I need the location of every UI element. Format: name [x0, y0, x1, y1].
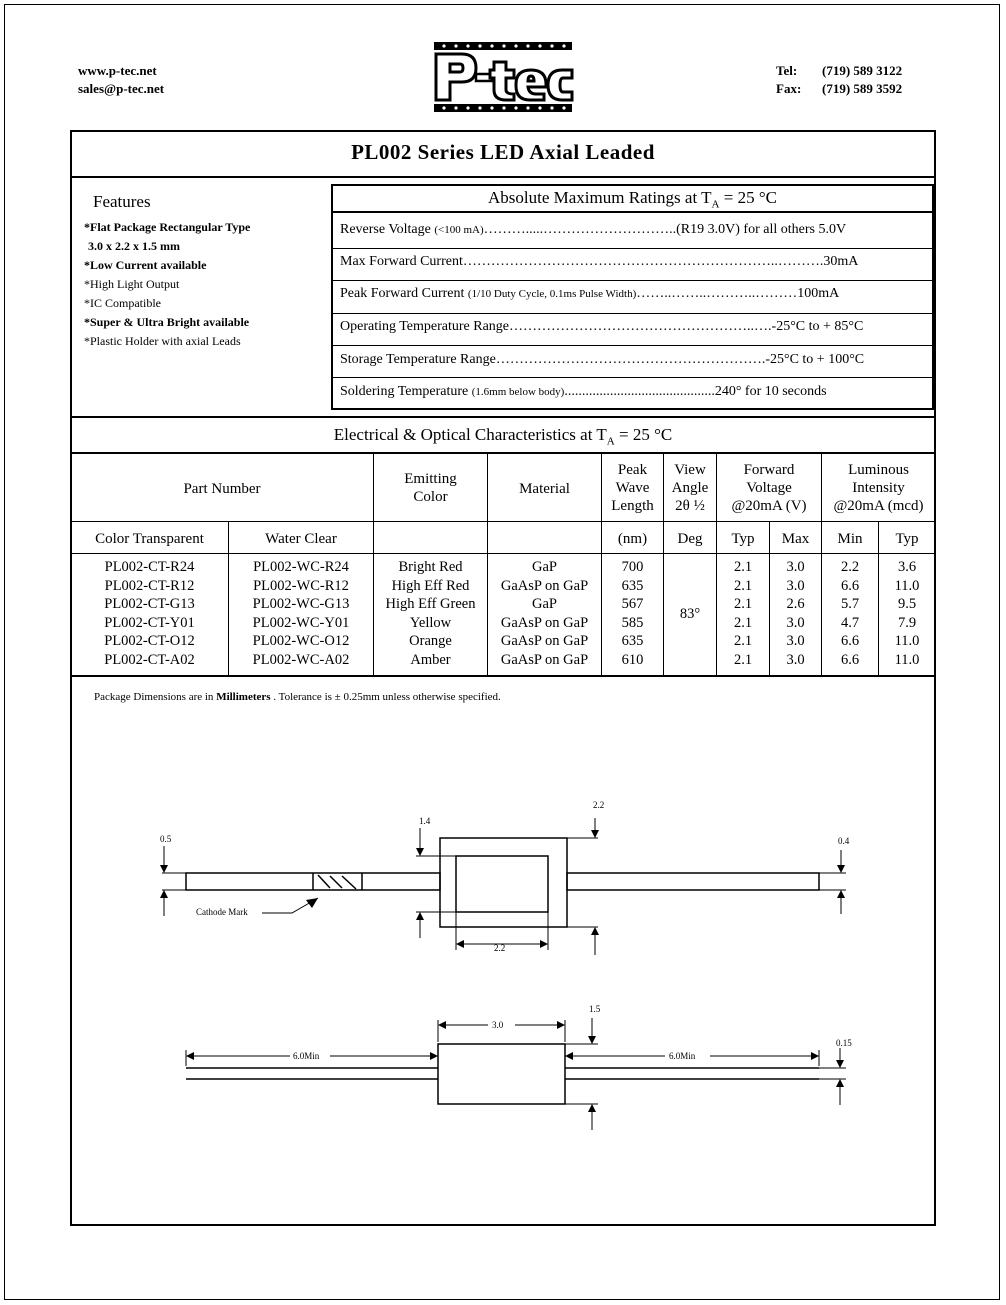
table-cell: 585: [621, 614, 644, 631]
table-cell: 2.1: [733, 596, 753, 613]
subheader-vf-max: Max: [781, 531, 810, 547]
table-cell: PL002-WC-A02: [252, 651, 350, 668]
table-cell: 3.0: [786, 614, 805, 631]
table-cell: PL002-WC-O12: [252, 633, 350, 650]
header-part-number: Part Number: [183, 481, 261, 497]
table-cell: GaAsP on GaP: [500, 633, 589, 650]
table-cell: 5.7: [840, 596, 860, 613]
table-cell: Orange: [409, 633, 452, 650]
table-cell: 3.0: [786, 651, 805, 668]
table-cell: PL002-WC-Y01: [252, 614, 350, 631]
rating-row: Reverse Voltage (<100 mA)……….....………………………..(R19 3.0V) for all others 5.0V: [340, 222, 847, 237]
dim-label: 0.4: [838, 836, 850, 846]
header-view-angle: View Angle 2θ ½: [671, 462, 709, 514]
dim-label: 0.5: [160, 834, 172, 844]
dim-label: 0.15: [836, 1038, 852, 1048]
table-cell: 2.2: [840, 559, 860, 575]
subheader-nm: (nm): [617, 531, 648, 547]
table-cell: 3.0: [786, 559, 805, 575]
tel-value: (719) 589 3122: [822, 63, 903, 78]
header-forward-voltage: Forward Voltage @20mA (V): [731, 462, 807, 514]
table-cell: GaAsP on GaP: [500, 651, 589, 668]
dim-label: 1.5: [589, 1004, 601, 1014]
table-cell: 567: [621, 596, 644, 613]
email-link[interactable]: sales@p-tec.net: [78, 81, 165, 96]
table-cell: 2.1: [733, 651, 753, 668]
dim-label: 2.2: [593, 800, 605, 810]
table-cell: 2.1: [733, 633, 753, 650]
rating-row: Operating Temperature Range……………………………………………..….-25°C to + 85°C: [340, 319, 864, 334]
table-cell: 6.6: [840, 577, 860, 594]
table-cell: GaP: [532, 596, 557, 613]
dim-label: 1.4: [419, 816, 431, 826]
view-angle-value: 83°: [679, 606, 701, 622]
feature-item: *IC Compatible: [84, 296, 161, 310]
table-cell: 3.0: [786, 633, 805, 650]
table-cell: PL002-WC-R12: [253, 577, 349, 594]
table-cell: PL002-CT-G13: [104, 596, 195, 613]
website-link[interactable]: www.p-tec.net: [78, 63, 157, 78]
table-cell: GaAsP on GaP: [500, 614, 589, 631]
feature-item: *High Light Output: [84, 277, 180, 291]
table-cell: 11.0: [894, 577, 920, 594]
subheader-iv-min: Min: [837, 531, 863, 547]
table-cell: PL002-CT-R12: [104, 577, 195, 594]
table-cell: 635: [621, 633, 644, 650]
table-cell: 7.9: [897, 614, 917, 631]
header-material: Material: [519, 481, 570, 497]
dim-label: 6.0Min: [293, 1051, 320, 1061]
table-cell: PL002-CT-R24: [104, 559, 195, 575]
table-cell: 6.6: [840, 651, 860, 668]
ratings-heading: Absolute Maximum Ratings at $T_A = 25$ °C: [488, 188, 777, 211]
fax-value: (719) 589 3592: [822, 81, 903, 96]
table-cell: 3.6: [897, 559, 917, 575]
fax-label: Fax:: [776, 81, 802, 96]
header-emitting-color: Emitting Color: [404, 471, 457, 505]
dim-label: 6.0Min: [669, 1051, 696, 1061]
header-peak-wave: Peak Wave Length: [611, 462, 654, 514]
table-cell: 9.5: [897, 596, 917, 613]
table-cell: 3.0: [786, 577, 805, 594]
eo-heading: Electrical & Optical Characteristics at $T_A = 25$ °C: [333, 425, 673, 448]
table-cell: Amber: [410, 651, 451, 668]
table-cell: PL002-CT-O12: [104, 633, 195, 650]
cathode-mark-label: Cathode Mark: [196, 907, 248, 917]
subheader-water-clear: Water Clear: [265, 531, 337, 547]
table-cell: High Eff Green: [385, 596, 476, 613]
subheader-deg: Deg: [677, 531, 703, 547]
dim-label: 2.2: [494, 943, 506, 953]
table-cell: 610: [621, 651, 644, 668]
table-cell: 2.1: [733, 559, 753, 575]
lead-right-top: [567, 873, 819, 890]
feature-item: *Super & Ultra Bright available: [84, 315, 250, 329]
rating-row: Peak Forward Current (1/10 Duty Cycle, 0.1ms Pulse Width)……..……..………..………100mA: [340, 286, 840, 301]
table-cell: 635: [621, 577, 644, 594]
table-cell: 6.6: [840, 633, 860, 650]
table-cell: PL002-CT-Y01: [104, 614, 195, 631]
rating-row: Storage Temperature Range………………………………………………….-25°C to + 100°C: [340, 352, 865, 367]
feature-item: *Low Current available: [84, 258, 207, 272]
subheader-iv-typ: Typ: [895, 531, 919, 547]
table-cell: 11.0: [894, 633, 920, 650]
subheader-color-transparent: Color Transparent: [95, 531, 204, 547]
tel-label: Tel:: [776, 63, 798, 78]
table-cell: PL002-WC-G13: [252, 596, 350, 613]
rating-row: Max Forward Current…………………………………………………………..……….30mA: [340, 254, 859, 269]
dim-label: 3.0: [492, 1020, 504, 1030]
page-title: PL002 Series LED Axial Leaded: [351, 140, 655, 164]
table-cell: 700: [621, 559, 644, 575]
table-cell: PL002-WC-R24: [253, 559, 349, 575]
body-inner-top: [456, 856, 548, 912]
table-cell: GaAsP on GaP: [500, 577, 589, 594]
table-cell: 2.1: [733, 577, 753, 594]
feature-item: *Flat Package Rectangular Type: [84, 220, 251, 234]
table-cell: Yellow: [409, 614, 452, 631]
table-cell: 2.6: [786, 596, 805, 613]
table-cell: High Eff Red: [391, 577, 470, 594]
rating-row: Soldering Temperature (1.6mm below body)...........................................240° for 10 seconds: [340, 384, 827, 399]
subheader-vf-typ: Typ: [731, 531, 755, 547]
table-cell: Bright Red: [398, 559, 463, 575]
table-cell: 11.0: [894, 651, 920, 668]
features-heading: Features: [93, 192, 151, 211]
header-luminous-intensity: Luminous Intensity @20mA (mcd): [833, 462, 924, 514]
table-cell: GaP: [532, 559, 557, 575]
feature-item: *Plastic Holder with axial Leads: [84, 334, 241, 348]
package-dimensions-note: Package Dimensions are in Millimeters . Tolerance is ± 0.25mm unless otherwise specified.: [94, 691, 501, 703]
table-cell: 2.1: [733, 614, 753, 631]
body-side: [438, 1044, 565, 1104]
feature-item: 3.0 x 2.2 x 1.5 mm: [88, 239, 180, 253]
table-cell: PL002-CT-A02: [104, 651, 195, 668]
table-cell: 4.7: [840, 614, 860, 631]
